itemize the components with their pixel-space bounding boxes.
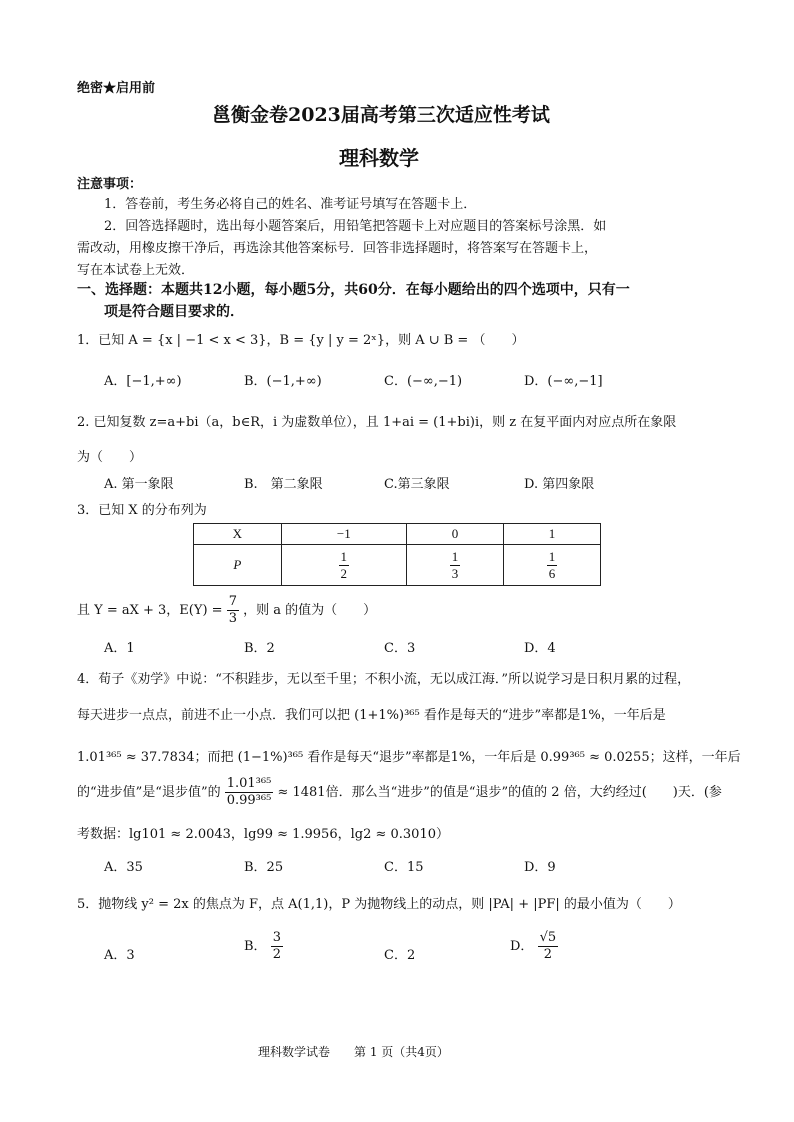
q5-option-d: D． $\frac{√5}{2}$ (510, 930, 557, 962)
table-cell: $\frac{1}{6}$ (503, 545, 600, 586)
q3-stem: 3．已知 X 的分布列为 (77, 503, 207, 518)
q1-option-d: D．(−∞,−1] (524, 374, 603, 389)
table-cell: X (194, 524, 282, 545)
q1-stem: 1．已知 A = {x | −1 < x < 3}，B = {y | y = 2ˣ}，则 A ∪ B = （ ） (77, 333, 525, 348)
note-item-1: 1．答卷前，考生务必将自己的姓名、准考证号填写在答题卡上． (104, 197, 477, 212)
table-cell: 1 (503, 524, 600, 545)
table-cell: P (194, 545, 282, 586)
q4-option-c: C．15 (384, 860, 424, 875)
q5-stem: 5．抛物线 y² = 2x 的焦点为 F，点 A(1,1)，P 为抛物线上的动点，则 |PA| + |PF| 的最小值为（ ） (77, 897, 681, 912)
section-heading: 一、选择题：本题共12小题，每小题5分，共60分．在每小题给出的四个选项中，只有一 (77, 282, 630, 298)
distribution-table (193, 523, 601, 586)
q3-option-d: D．4 (524, 641, 556, 656)
section-heading-cont: 项是符合题目要求的． (104, 304, 244, 320)
q2-option-a: A. 第一象限 (104, 477, 174, 492)
q2-stem: 2. 已知复数 z=a+bi（a，b∈R，i 为虚数单位），且 1+ai = (1+bi)i，则 z 在复平面内对应点所在象限 (77, 415, 677, 430)
note-item-2-cont: 需改动，用橡皮擦干净后，再选涂其他答案标号．回答非选择题时，将答案写在答题卡上， (77, 241, 598, 256)
subject-title: 理科数学 (339, 146, 419, 170)
q3-condition: 且 Y = aX + 3，E(Y) = $\frac{7}{3}$ ，则 a 的值为（ ） (77, 594, 377, 626)
q4-option-d: D．9 (524, 860, 556, 875)
table-cell: $\frac{1}{2}$ (281, 545, 406, 586)
q3-option-b: B．2 (244, 641, 275, 656)
q4-line-1: 4．荀子《劝学》中说：“不积跬步，无以至千里；不积小流，无以成江海．”所以说学习是日积月累的过程， (77, 672, 691, 687)
q3-option-a: A．1 (104, 641, 135, 656)
q4-reference-data: 考数据：lg101 ≈ 2.0043，lg99 ≈ 1.9956，lg2 ≈ 0.3010） (77, 827, 449, 842)
exam-title: 邕衡金卷2023届高考第三次适应性考试 (212, 104, 550, 126)
note-item-2-end: 写在本试卷上无效． (77, 263, 195, 278)
table-cell: 0 (406, 524, 503, 545)
q3-option-c: C．3 (384, 641, 416, 656)
q5-option-c: C．2 (384, 948, 416, 963)
q1-option-a: A．[−1,+∞) (104, 374, 182, 389)
q5-option-a: A．3 (104, 948, 135, 963)
q4-line-3: 1.01³⁶⁵ ≈ 37.7834；而把 (1−1%)³⁶⁵ 看作是每天“退步”率都是1%，一年后是 0.99³⁶⁵ ≈ 0.0255；这样，一年后 (77, 750, 741, 765)
q5-option-b: B． $\frac{3}{2}$ (244, 930, 281, 962)
table-cell: $\frac{1}{3}$ (406, 545, 503, 586)
q2-option-b: B. 第二象限 (244, 477, 323, 492)
q4-line-4: 的“进步值”是“退步值”的 $\frac{\text{1.01³⁶⁵}}{\text{0.99³⁶⁵}}$ ≈ 1481倍．那么当“进步”的值是“退步”的值的 2 倍，大约经过( )天．(参 (77, 776, 722, 808)
q1-option-b: B．(−1,+∞) (244, 374, 322, 389)
notes-heading: 注意事项： (77, 177, 143, 192)
q2-stem-cont: 为（ ） (77, 450, 143, 465)
q2-option-c: C.第三象限 (384, 477, 450, 492)
table-row (194, 545, 601, 586)
page-footer: 理科数学试卷 第 1 页（共4页） (258, 1045, 449, 1059)
q4-option-b: B．25 (244, 860, 284, 875)
q2-option-d: D. 第四象限 (524, 477, 595, 492)
q4-line-2: 每天进步一点点，前进不止一小点．我们可以把 (1+1%)³⁶⁵ 看作是每天的“进步”率都是1%，一年后是 (77, 708, 666, 723)
q4-option-a: A．35 (104, 860, 143, 875)
table-row (194, 524, 601, 545)
table-cell: −1 (281, 524, 406, 545)
note-item-2: 2．回答选择题时，选出每小题答案后，用铅笔把答题卡上对应题目的答案标号涂黑．如 (104, 219, 607, 234)
q1-option-c: C．(−∞,−1) (384, 374, 463, 389)
confidential-mark: 绝密★启用前 (77, 81, 156, 96)
